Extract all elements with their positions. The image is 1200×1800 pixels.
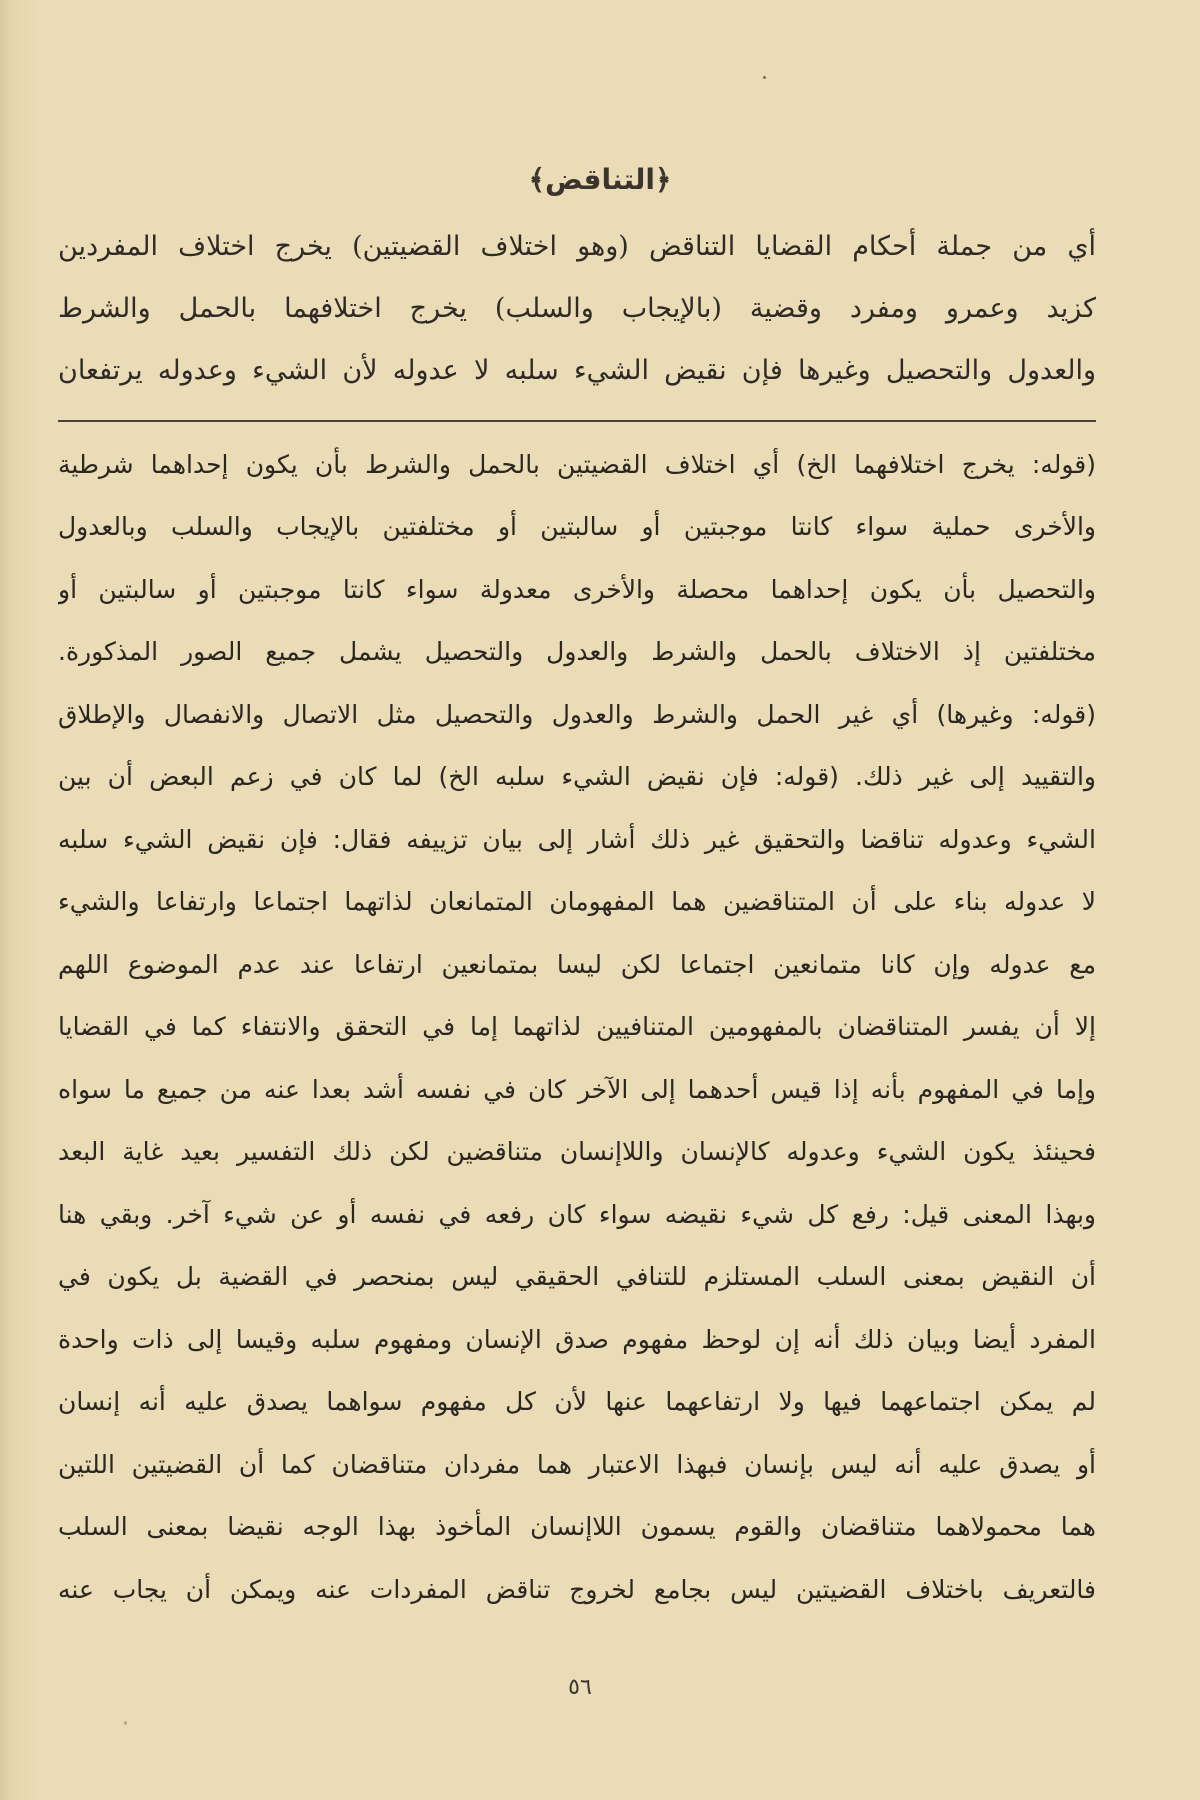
footnote-line: وإما في المفهوم بأنه إذا قيس أحدهما إلى الآخر كان في نفسه أشد بعدا عنه من جميع ما سواه <box>58 1075 1096 1104</box>
footnote-line: مع عدوله وإن كانا متمانعين اجتماعا لكن ليسا بمتمانعين ارتفاعا عند عدم الموضوع اللهم <box>58 950 1096 979</box>
main-text-line: أي من جملة أحكام القضايا التناقض (وهو اختلاف القضيتين) يخرج اختلاف المفردين <box>58 231 1096 262</box>
footnote-separator <box>58 420 1096 422</box>
footnote-line: أو يصدق عليه أنه ليس بإنسان فبهذا الاعتبار هما مفردان متناقضان كما أن القضيتين اللتين <box>58 1450 1096 1479</box>
main-text-line: والعدول والتحصيل وغيرها فإن نقيض الشيء سلبه لا عدوله لأن الشيء وعدوله يرتفعان <box>58 355 1096 386</box>
footnote-line: والتحصيل بأن يكون إحداهما محصلة والأخرى معدولة سواء كانتا موجبتين أو سالبتين أو <box>58 575 1096 604</box>
footnote-line: فالتعريف باختلاف القضيتين ليس بجامع لخروج تناقض المفردات عنه ويمكن أن يجاب عنه <box>58 1575 1096 1604</box>
print-speck <box>763 76 766 79</box>
footnote-line: (قوله: يخرج اختلافهما الخ) أي اختلاف القضيتين بالحمل والشرط بأن يكون إحداهما شرطية <box>58 450 1096 479</box>
footnote-line: إلا أن يفسر المتناقضان بالمفهومين المتنافيين لذاتهما إما في التحقق والانتفاء كما في القضايا <box>58 1012 1096 1041</box>
main-text-line: كزيد وعمرو ومفرد وقضية (بالإيجاب والسلب) يخرج اختلافهما بالحمل والشرط <box>58 293 1096 324</box>
footnote-line: هما محمولاهما متناقضان والقوم يسمون اللاإنسان المأخوذ بهذا الوجه نقيضا بمعنى السلب <box>58 1512 1096 1541</box>
print-speck <box>124 1721 127 1725</box>
footnote-line: مختلفتين إذ الاختلاف بالحمل والشرط والعدول والتحصيل يشمل جميع الصور المذكورة. <box>58 637 1096 666</box>
footnote-line: لم يمكن اجتماعهما فيها ولا ارتفاعهما عنها لأن كل مفهوم سواهما يصدق عليه أنه إنسان <box>58 1387 1096 1416</box>
footnote-line: لا عدوله بناء على أن المتناقضين هما المفهومان المتمانعان لذاتهما اجتماعا وارتفاعا والشيء <box>58 887 1096 916</box>
footnote-line: (قوله: وغيرها) أي غير الحمل والشرط والعدول والتحصيل مثل الاتصال والانفصال والإطلاق <box>58 700 1096 729</box>
footnote-line: والتقييد إلى غير ذلك. (قوله: فإن نقيض الشيء سلبه الخ) لما كان في زعم البعض أن بين <box>58 762 1096 791</box>
footnote-line: الشيء وعدوله تناقضا والتحقيق غير ذلك أشار إلى بيان تزييفه فقال: فإن نقيض الشيء سلبه <box>58 825 1096 854</box>
footnote-line: والأخرى حملية سواء كانتا موجبتين أو سالبتين أو مختلفتين بالإيجاب والسلب وبالعدول <box>58 512 1096 541</box>
section-title: ﴿التناقض﴾ <box>528 163 672 196</box>
footnote-line: فحينئذ يكون الشيء وعدوله كالإنسان واللاإنسان متناقضين لكن ذلك التفسير بعيد غاية البعد <box>58 1137 1096 1166</box>
footnote-line: المفرد أيضا وبيان ذلك أنه إن لوحظ مفهوم صدق الإنسان ومفهوم سلبه وقيسا إلى ذات واحدة <box>58 1325 1096 1354</box>
footnote-line: وبهذا المعنى قيل: رفع كل شيء نقيضه سواء كان رفعه في نفسه أو عن شيء آخر. وبقي هنا <box>58 1200 1096 1229</box>
footnote-line: أن النقيض بمعنى السلب المستلزم للتنافي الحقيقي ليس بمنحصر في القضية بل يكون في <box>58 1262 1096 1291</box>
page-number: ٥٦ <box>568 1675 592 1700</box>
